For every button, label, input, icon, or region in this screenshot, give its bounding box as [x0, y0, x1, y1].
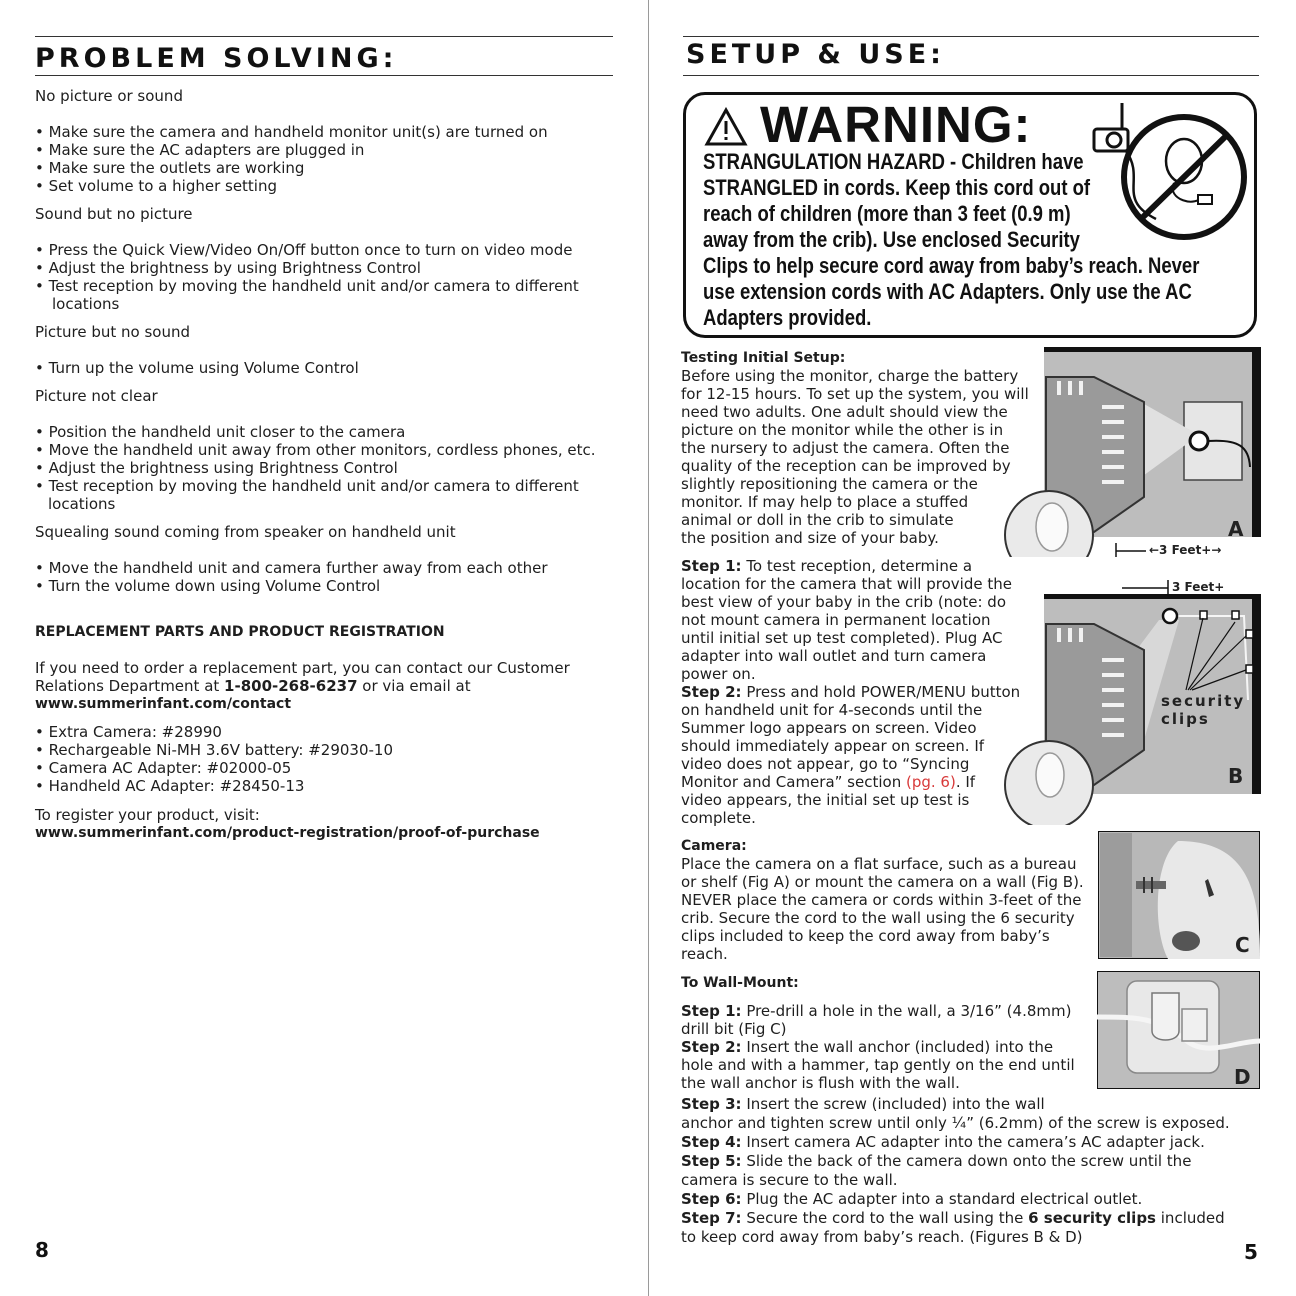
camera-title: Camera: [681, 838, 747, 854]
step2-line: video does not appear, go to “Syncing [681, 755, 970, 773]
step2-line: video appears, the initial set up test is [681, 791, 970, 809]
step-label: Step 7: [681, 1209, 742, 1227]
wallmount-title: To Wall-Mount: [681, 975, 799, 991]
bullet: • Set volume to a higher setting [35, 177, 278, 195]
step-text: Secure the cord to the wall using the [741, 1209, 1029, 1227]
part-item: • Camera AC Adapter: #02000-05 [35, 759, 292, 777]
wallmount-step [681, 1002, 1071, 1020]
testing-line: the nursery to adjust the camera. Often the [681, 439, 1010, 457]
heading-rule-bottom [683, 75, 1259, 76]
testing-line: animal or doll in the crib to simulate [681, 511, 954, 529]
heading-rule-top [35, 36, 613, 37]
section-title: No picture or sound [35, 87, 183, 105]
note-line: security [1161, 692, 1246, 710]
intro-text: or via email at [357, 677, 471, 695]
step2-line [681, 683, 1020, 701]
register-link[interactable]: www.summerinfant.com/product-registration/proof-of-purchase [35, 825, 540, 841]
step-label: Step 5: [681, 1152, 742, 1170]
note-line: clips [1161, 710, 1210, 728]
step1-line: until initial set up test completed). Plug AC [681, 629, 1003, 647]
warning-line: reach of children (more than 3 feet (0.9 m) [703, 201, 1071, 226]
bullet: • Move the handheld unit and camera further away from each other [35, 559, 548, 577]
warning-line: STRANGULATION HAZARD - Children have [703, 149, 1084, 174]
bullet: • Turn the volume down using Volume Control [35, 577, 381, 595]
step1-line: location for the camera that will provide the [681, 575, 1012, 593]
bullet: • Position the handheld unit closer to the camera [35, 423, 406, 441]
camera-line: NEVER place the camera or cords within 3-feet of the [681, 891, 1082, 909]
bullet: • Press the Quick View/Video On/Off button once to turn on video mode [35, 241, 573, 259]
section-title: Picture but no sound [35, 323, 191, 341]
testing-line: quality of the reception can be improved by [681, 457, 1011, 475]
register-text: To register your product, visit: [35, 806, 260, 824]
phone-number: 1-800-268-6237 [224, 677, 358, 695]
bullet: • Adjust the brightness by using Brightness Control [35, 259, 421, 277]
part-item: • Extra Camera: #28990 [35, 723, 222, 741]
bullet: • Move the handheld unit away from other monitors, cordless phones, etc. [35, 441, 596, 459]
testing-line: Before using the monitor, charge the battery [681, 367, 1019, 385]
intro-text: Relations Department at [35, 677, 225, 695]
step1-line: adapter into wall outlet and turn camera [681, 647, 987, 665]
testing-line: the position and size of your baby. [681, 529, 939, 547]
wallmount-step [681, 1038, 1053, 1056]
figure-d [1097, 971, 1260, 1089]
step1-line: best view of your baby in the crib (note: do [681, 593, 1006, 611]
section-title: Picture not clear [35, 387, 158, 405]
step-text: Pre-drill a hole in the wall, a 3/16” (4.8mm) [741, 1002, 1072, 1020]
warning-line: Adapters provided. [703, 305, 872, 330]
step-text: Monitor and Camera” section [681, 773, 906, 791]
step2-line: complete. [681, 809, 756, 827]
wallmount-step-line: drill bit (Fig C) [681, 1020, 787, 1038]
warning-title: WARNING: [760, 96, 1032, 153]
warning-line: away from the crib). Use enclosed Security [703, 227, 1080, 252]
figure-c-label: C [1235, 933, 1250, 957]
step2-line: should immediately appear on screen. If [681, 737, 985, 755]
step2-line [681, 773, 975, 791]
page-number-left: 8 [35, 1238, 49, 1262]
step-label: Step 4: [681, 1133, 742, 1151]
warning-triangle-icon [704, 107, 748, 147]
wallmount-step-line: to keep cord away from baby’s reach. (Figures B & D) [681, 1228, 1083, 1246]
testing-line: need two adults. One adult should view the [681, 403, 1008, 421]
camera-line: Place the camera on a flat surface, such as a bureau [681, 855, 1077, 873]
contact-link[interactable]: www.summerinfant.com/contact [35, 696, 292, 712]
bullet: • Test reception by moving the handheld unit and/or camera to different [35, 277, 579, 295]
warning-line: Clips to help secure cord away from baby’s reach. Never [703, 253, 1200, 278]
testing-line: slightly repositioning the camera or the [681, 475, 978, 493]
camera-line: reach. [681, 945, 728, 963]
left-heading: PROBLEM SOLVING: [35, 43, 398, 74]
heading-rule-bottom [35, 75, 613, 76]
step1-line: power on. [681, 665, 756, 683]
step2-line: on handheld unit for 4-seconds until the [681, 701, 983, 719]
step-text: Plug the AC adapter into a standard electrical outlet. [741, 1190, 1143, 1208]
warning-line: STRANGLED in cords. Keep this cord out of [703, 175, 1091, 200]
bullet: • Adjust the brightness using Brightness Control [35, 459, 398, 477]
step2-line: Summer logo appears on screen. Video [681, 719, 977, 737]
figure-b-dimension: 3 Feet+ [1172, 580, 1225, 594]
part-item: • Rechargeable Ni-MH 3.6V battery: #29030-10 [35, 741, 394, 759]
wallmount-step [681, 1209, 1225, 1227]
wallmount-step-line: anchor and tighten screw until only ¼” (6.2mm) of the screw is exposed. [681, 1114, 1230, 1132]
step-label: Step 2: [681, 1038, 742, 1056]
bullet-continued: locations [52, 295, 120, 313]
page-reference-link[interactable]: (pg. 6) [905, 773, 956, 791]
figure-a-dimension: ←3 Feet+→ [1146, 543, 1224, 557]
step-label: Step 2: [681, 683, 742, 701]
step-label: Step 1: [681, 557, 742, 575]
step-text: Insert camera AC adapter into the camera’s AC adapter jack. [741, 1133, 1205, 1151]
step-label: Step 6: [681, 1190, 742, 1208]
bullet: • Make sure the camera and handheld monitor unit(s) are turned on [35, 123, 548, 141]
no-cord-baby-icon [1086, 99, 1251, 244]
step-text: . If [955, 773, 976, 791]
step-text: Press and hold POWER/MENU button [741, 683, 1021, 701]
part-item: • Handheld AC Adapter: #28450-13 [35, 777, 305, 795]
bullet-continued: locations [48, 495, 116, 513]
figure-b [1004, 580, 1261, 825]
warning-line: use extension cords with AC Adapters. Only use the AC [703, 279, 1192, 304]
figure-d-label: D [1234, 1065, 1251, 1089]
testing-line: for 12-15 hours. To set up the system, you will [681, 385, 1029, 403]
wallmount-step-line: hole and with a hammer, tap gently on the end until [681, 1056, 1075, 1074]
section-title: Sound but no picture [35, 205, 193, 223]
replacement-title: REPLACEMENT PARTS AND PRODUCT REGISTRATION [35, 624, 445, 640]
replacement-intro: If you need to order a replacement part, you can contact our Customer [35, 659, 570, 677]
step-text: Slide the back of the camera down onto the screw until the [741, 1152, 1192, 1170]
step-text: included [1156, 1209, 1225, 1227]
bullet: • Test reception by moving the handheld unit and/or camera to different [35, 477, 579, 495]
step-label: Step 1: [681, 1002, 742, 1020]
wallmount-step-line: camera is secure to the wall. [681, 1171, 898, 1189]
testing-title: Testing Initial Setup: [681, 350, 846, 366]
bullet: • Make sure the outlets are working [35, 159, 305, 177]
testing-line: picture on the monitor while the other is in [681, 421, 1004, 439]
security-clips-emphasis: 6 security clips [1028, 1209, 1156, 1227]
figure-b-label: B [1228, 764, 1244, 788]
right-heading: SETUP & USE: [686, 39, 945, 70]
step-text: To test reception, determine a [741, 557, 973, 575]
wallmount-step-line: the wall anchor is flush with the wall. [681, 1074, 960, 1092]
step-text: Insert the screw (included) into the wall [741, 1095, 1045, 1113]
step1-line [681, 557, 972, 575]
warning-box [683, 92, 1257, 338]
step-label: Step 3: [681, 1095, 742, 1113]
step-text: Insert the wall anchor (included) into the [741, 1038, 1054, 1056]
page-number-right: 5 [1244, 1240, 1258, 1264]
testing-line: monitor. If may help to place a stuffed [681, 493, 969, 511]
wallmount-step [681, 1133, 1205, 1151]
figure-a-label: A [1228, 517, 1244, 541]
bullet: • Turn up the volume using Volume Control [35, 359, 359, 377]
page-divider [648, 0, 649, 1296]
figure-c [1098, 831, 1260, 959]
wallmount-step [681, 1152, 1191, 1170]
wallmount-step [681, 1190, 1142, 1208]
wallmount-step [681, 1095, 1045, 1113]
camera-line: crib. Secure the cord to the wall using the 6 security [681, 909, 1075, 927]
bullet: • Make sure the AC adapters are plugged in [35, 141, 365, 159]
replacement-intro-line2 [35, 677, 471, 695]
step1-line: not mount camera in permanent location [681, 611, 991, 629]
camera-line: or shelf (Fig A) or mount the camera on a wall (Fig B). [681, 873, 1084, 891]
security-clips-note [1161, 692, 1245, 728]
camera-line: clips included to keep the cord away from baby’s [681, 927, 1050, 945]
heading-rule-top [683, 36, 1259, 37]
figure-a-illustration [1004, 347, 1261, 557]
figure-a [1004, 347, 1261, 557]
section-title: Squealing sound coming from speaker on handheld unit [35, 523, 456, 541]
